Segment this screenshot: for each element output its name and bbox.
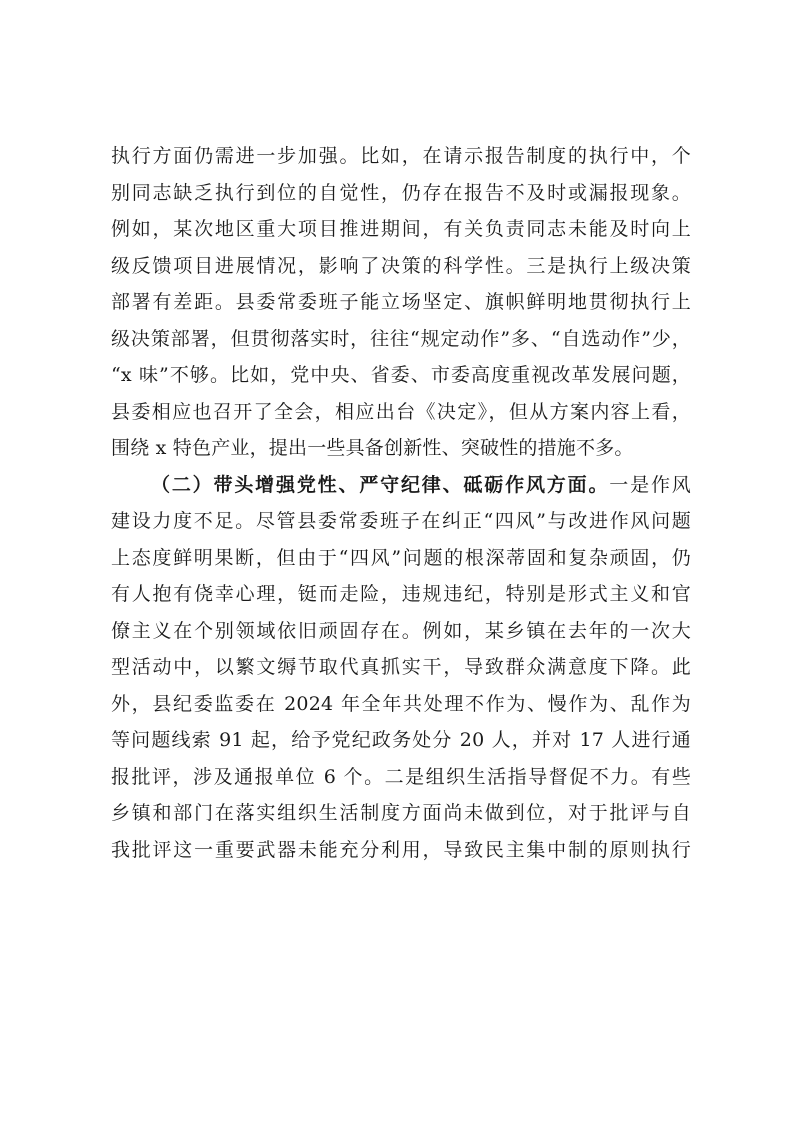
body-text bbox=[111, 138, 691, 868]
text-line: 县委相应也召开了全会，相应出台《决定》，但从方案内容上看， bbox=[111, 400, 691, 423]
section-heading: （二）带头增强党性、严守纪律、砥砺作风方面。 bbox=[151, 473, 610, 496]
text-line: 建设力度不足。尽管县委常委班子在纠正“四风”与改进作风问题 bbox=[111, 510, 691, 532]
text-line: 上态度鲜明果断，但由于“四风”问题的根深蒂固和复杂顽固，仍 bbox=[111, 546, 691, 569]
section-heading-rest: 一是作风 bbox=[609, 473, 691, 496]
text-line: 例如，某次地区重大项目推进期间，有关负责同志未能及时向上 bbox=[111, 218, 691, 240]
text-line: 执行方面仍需进一步加强。比如，在请示报告制度的执行中，个 bbox=[111, 145, 691, 167]
text-line: 别同志缺乏执行到位的自觉性，仍存在报告不及时或漏报现象。 bbox=[111, 181, 691, 204]
text-line: 我批评这一重要武器未能充分利用，导致民主集中制的原则执行 bbox=[111, 838, 691, 861]
text-line: 级决策部署，但贯彻落实时，往往“规定动作”多、“自选动作”少， bbox=[111, 327, 691, 350]
text-line: 型活动中，以繁文缛节取代真抓实干，导致群众满意度下降。此 bbox=[111, 656, 691, 678]
section-heading-line bbox=[111, 467, 691, 504]
text-line: 围绕 x 特色产业，提出一些具备创新性、突破性的措施不多。 bbox=[111, 437, 634, 459]
text-line: 有人抱有侥幸心理，铤而走险，违规违纪，特别是形式主义和官 bbox=[111, 583, 691, 605]
text-line: 级反馈项目进展情况，影响了决策的科学性。三是执行上级决策 bbox=[111, 254, 691, 277]
text-line: 僚主义在个别领域依旧顽固存在。例如，某乡镇在去年的一次大 bbox=[111, 619, 691, 642]
text-line: 等问题线索 91 起，给予党纪政务处分 20 人，并对 17 人进行通 bbox=[111, 729, 691, 751]
text-line: 外，县纪委监委在 2024 年全年共处理不作为、慢作为、乱作为 bbox=[111, 692, 691, 715]
text-line: 部署有差距。县委常委班子能立场坚定、旗帜鲜明地贯彻执行上 bbox=[111, 291, 691, 313]
text-line: 报批评，涉及通报单位 6 个。二是组织生活指导督促不力。有些 bbox=[111, 765, 691, 788]
text-line: 乡镇和部门在落实组织生活制度方面尚未做到位，对于批评与自 bbox=[111, 802, 691, 824]
text-line: “x 味”不够。比如，党中央、省委、市委高度重视改革发展问题， bbox=[111, 364, 691, 386]
